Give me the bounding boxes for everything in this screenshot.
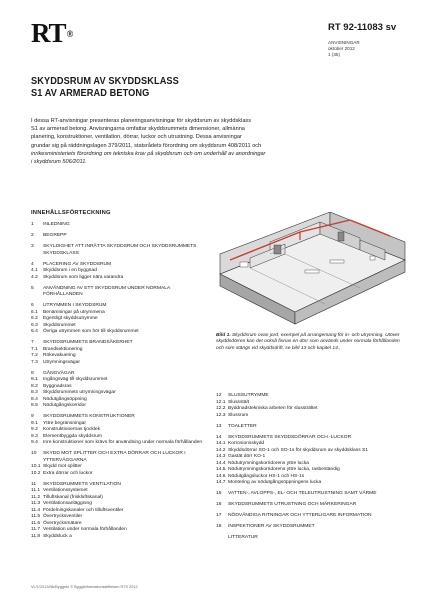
toc-title: Skyddsrummet (43, 322, 76, 328)
toc-title: Gastät dörr KO-1 (228, 454, 266, 459)
toc-number: 11.1 (31, 488, 41, 493)
toc-chapter (216, 513, 416, 520)
toc-number: 11.3 (31, 501, 41, 506)
toc-number: 14.4 (216, 460, 226, 466)
toc-number: 4 (31, 261, 34, 267)
toc-chapter (31, 244, 211, 257)
toc-chapter (216, 491, 416, 498)
document-date: oktober 2012 (328, 46, 355, 51)
toc-number: 6.4 (31, 329, 38, 334)
toc-number: 8.5 (31, 403, 38, 408)
toc-number: 14.2 (216, 447, 226, 453)
toc-number: 11.2 (31, 494, 41, 500)
toc-number: 10.2 (31, 470, 41, 476)
toc-number: 11.7 (31, 527, 41, 532)
toc-chapter (31, 222, 211, 229)
toc-heading: INNEHÅLLSFÖRTECKNING (31, 210, 111, 216)
toc-section (31, 329, 211, 336)
intro-line: inrikesministeriets förordning om tekniska krav på skyddsrum och om underhåll av anordningar (31, 150, 266, 157)
logo-text: RT (31, 18, 66, 48)
toc-title: Rökevakuering (43, 353, 76, 358)
toc-title: INSPEKTIONER AV SKYDDSRUMMET (228, 524, 315, 529)
shelter-illustration (210, 212, 410, 332)
toc-title: Övriga utrymmen som hör till skyddsrummet (43, 329, 139, 334)
toc-number: 8 (31, 370, 34, 376)
toc-number: 14.3 (216, 454, 226, 459)
toc-chapter (31, 451, 211, 464)
toc-column-1 (31, 222, 211, 540)
toc-number: 2 (31, 233, 34, 238)
toc-number: 9.2 (31, 427, 38, 432)
toc-section (31, 471, 211, 478)
toc-number: 4.1 (31, 268, 38, 273)
bench (330, 260, 344, 263)
toc-number: 9.1 (31, 420, 38, 426)
document-meta (328, 40, 360, 58)
intro-line: I dessa RT-anvisningar presenteras planeringsanvisningar för skyddsrum av skyddsklass (31, 118, 252, 124)
toc-number: 13 (216, 423, 222, 429)
toc-title: Ventilation under normala förhållanden (43, 527, 127, 532)
figure-caption (216, 333, 406, 352)
toc-title: Nödutgångskorridor (43, 403, 86, 408)
intro-paragraph (31, 117, 393, 166)
intro-line: planering, konstruktioner, ventilation, dörrar, luckor och utrustning. Dessa anvisningar (31, 134, 242, 141)
toc-title: Inre konstruktioner som krävs för användning under normala förhållanden (43, 440, 203, 445)
toc-number: 6.2 (31, 316, 38, 321)
toc-number: 12.1 (216, 399, 226, 405)
toc-section (31, 403, 211, 410)
toc-title: Slussstält (228, 399, 249, 405)
toc-number: 14.6 (216, 473, 226, 479)
toc-chapter (216, 535, 416, 542)
toc-title: Skydd mot splitter (43, 464, 82, 469)
registered-mark: ® (66, 29, 73, 39)
toc-title: Yttre begränsningar (43, 420, 86, 426)
rt-logo (31, 20, 72, 47)
toc-title: LITTERATUR (228, 535, 258, 540)
document-type: ANVISNINGAR (328, 40, 360, 45)
caption-text: Skyddsrum ovan jord, exempel på arrangemang för in- och utrymning. Utöver skyddsdörren kan det också finnas en dörr som används under normala förhållanden och som stängs vid skyddsdrift, se bild 13 och kapitel 14.. (216, 333, 400, 351)
toc-title: NÖDVÄNDIGA RITNINGAR OCH YTTERLIGARE INFORMATION (228, 513, 372, 518)
toc-number: 15 (216, 491, 222, 496)
toc-number: 8.1 (31, 377, 38, 382)
title-line-1: SKYDDSRUM AV SKYDDSKLASS (31, 76, 179, 87)
toc-title: Fördelningskanaler och tilluftsventiler (43, 507, 124, 513)
toc-number: 9 (31, 414, 34, 419)
toc-title: Slussrum (228, 412, 249, 418)
toc-title: SKYLDIGHET ATT INRÄTTA SKYDDSRUM OCH SKYDDSRUMMETS SKYDDSKLASS (43, 244, 197, 256)
toc-title: UTRYMMEN I SKYDDSRUM (43, 303, 107, 308)
toc-title: Brandsektionering (43, 346, 83, 352)
toc-number: 11 (31, 481, 37, 487)
toc-number: 8.2 (31, 383, 38, 389)
intro-line: S1 av armerad betong. Anvisningarna omfattar skyddsrummets dimensioner, allmänna (31, 126, 245, 133)
toc-number: 7 (31, 340, 34, 345)
bench (305, 270, 319, 273)
toc-title: Nödutgångsluckor HS-1 och HS-1s (228, 473, 305, 479)
toc-title: TOALETTER (228, 423, 257, 429)
toc-title: Nödutgångsöppning (43, 396, 87, 402)
toc-number: 14.7 (216, 480, 226, 485)
toc-number: 12.2 (216, 406, 226, 411)
toc-number: 6.3 (31, 322, 38, 328)
toc-number: 17 (216, 513, 222, 518)
ventilation-unit (240, 262, 248, 267)
toc-number: 7.3 (31, 359, 38, 365)
toc-title: GÅNGVÄGAR (43, 370, 75, 376)
toc-title: SKYDDSRUMMETS SKYDDSDÖRRAR OCH -LUCKOR (228, 434, 352, 440)
toc-number: 11.4 (31, 507, 41, 513)
toc-section (31, 275, 211, 282)
toc-title: Nödutrymningskorridorens yttre lucka (228, 460, 309, 466)
toc-title: Skyddsrum i en byggnad (43, 268, 97, 273)
toc-number: 7.1 (31, 346, 38, 352)
toc-number: 7.2 (31, 353, 38, 358)
toc-number: 18 (216, 524, 222, 529)
toc-title: Byggnadsras (43, 383, 72, 389)
toc-title: Skyddsdörrar SO-1 och SO-1s för skyddsrum av skyddsklass S1 (228, 447, 368, 453)
toc-section (31, 534, 211, 541)
toc-number: 5 (31, 285, 34, 291)
toc-number: 14 (216, 434, 222, 440)
toc-number: 9.3 (31, 433, 38, 439)
toc-title: VATTEN-, AVLOPPS-, EL- OCH TELEUTRUSTNING SAMT VÄRME (228, 491, 377, 496)
toilet-fixture (370, 256, 375, 260)
toc-title: SKYDDSRUMMETS BRANDSÄKERHET (43, 340, 133, 345)
sluice-door (338, 232, 344, 241)
toc-title: Ventilationsanläggning (43, 501, 92, 506)
toc-title: SKYDD MOT SPLITTER OCH EXTRA DÖRRAR OCH LUCKOR I YTTERVÄGGARNA (43, 451, 186, 463)
toc-title: Skyddsluck a (43, 533, 72, 539)
page-footer: VL/1/2012/Nb/Byggnfo © Byggtinformationsstiftelsen RTS 2012 (31, 585, 138, 589)
toc-number (216, 535, 228, 542)
toc-section (31, 440, 211, 447)
toc-number: 3 (31, 244, 34, 249)
toc-title: Benämningar på utrymmena (43, 309, 105, 315)
toc-title: SKYDDSRUMMETS KONSTRUKTIONER (43, 414, 135, 419)
toc-section (31, 360, 211, 367)
toc-title: Elementbyggda skyddsrum (43, 433, 102, 439)
shelter-door (274, 245, 281, 254)
intro-line: i skyddsrum 506/2011. (31, 159, 87, 166)
toc-number: 14.5 (216, 467, 226, 472)
toc-number: 11.6 (31, 520, 41, 526)
toc-title: Skyddsrum som ligger nära varandra (43, 274, 124, 280)
toc-chapter (31, 233, 211, 240)
toc-number: 6.1 (31, 309, 38, 315)
toc-title: SLUSSUTRYMME (228, 393, 269, 398)
toc-section (216, 413, 416, 420)
toc-title: Byddnadstekniska arbeten för slussträltet (228, 406, 318, 411)
toc-chapter (216, 524, 416, 531)
toc-title: Utrymningsvägar (43, 359, 80, 365)
toc-title: SKYDDSRUMMETS UTRUSTNING OCH MÄRKERINGAR (228, 502, 357, 507)
intro-line: grundar sig på räddningslagen 379/2011, statsrådets förordning om skyddsrum 408/2011 och (31, 142, 262, 149)
toc-title: Konstruktionernas tjocklek (43, 427, 101, 432)
toc-title: BEGREPP (43, 233, 67, 238)
toc-number: 1 (31, 222, 34, 227)
toc-title: Övertrycksventiler (43, 514, 83, 519)
toc-number: 10.1 (31, 464, 41, 469)
toc-title: Skyddsrummets utrymningsvägar (43, 390, 116, 395)
toc-chapter (31, 286, 211, 299)
toc-title: PLACERING AV SKYDDSRUM (43, 261, 112, 267)
toc-title: Övertrycksmätare (43, 520, 82, 526)
toc-number: 14.1 (216, 441, 226, 446)
toc-title: SKYDDSRUMMETS VENTILATION (43, 481, 121, 487)
toc-title: Ventilationssystemet (43, 488, 88, 493)
caption-label: Bild 1. (216, 333, 231, 338)
toc-title: Tilluftskanal (friskluftskanal) (43, 494, 103, 500)
toc-title: Nödutrymningskorridorens yttre lucka, rasbeständig (228, 467, 340, 472)
toc-number: 4.2 (31, 274, 38, 280)
toc-title: ANVÄNDNING AV ETT SKYDDSRUM UNDER NORMALA FÖRHÅLLANDEN (43, 285, 170, 297)
toc-number: 11.5 (31, 514, 41, 519)
toc-title: Korrosionsskydd (228, 441, 265, 446)
toc-title: Extra dörrar och luckor (43, 470, 93, 476)
toc-chapter (216, 424, 416, 431)
document-number: RT 92-11083 sv (328, 22, 397, 33)
toc-number: 8.3 (31, 390, 38, 395)
toc-title: Montering av nödutgångsöppningens lucka (228, 480, 322, 485)
title-line-2: S1 AV ARMERAD BETONG (31, 87, 150, 99)
toc-section (216, 480, 416, 487)
toc-title: Egentligt skyddsutrymme (43, 316, 98, 321)
toc-number: 11.8 (31, 533, 41, 539)
toc-number: 12.3 (216, 412, 226, 418)
toc-number: 9.4 (31, 440, 38, 445)
toc-number: 8.4 (31, 396, 38, 402)
toc-number: 16 (216, 502, 222, 507)
toc-title: INLEDNING (43, 222, 70, 227)
toc-title: Ingångsväg till skyddsrummet (43, 377, 108, 382)
document-title (31, 76, 331, 99)
toc-chapter (216, 502, 416, 509)
page-count: 1 (35) (328, 52, 341, 57)
toc-column-2 (216, 393, 416, 542)
toc-number: 10 (31, 451, 37, 456)
toc-number: 6 (31, 303, 34, 308)
toc-number: 12 (216, 393, 222, 398)
